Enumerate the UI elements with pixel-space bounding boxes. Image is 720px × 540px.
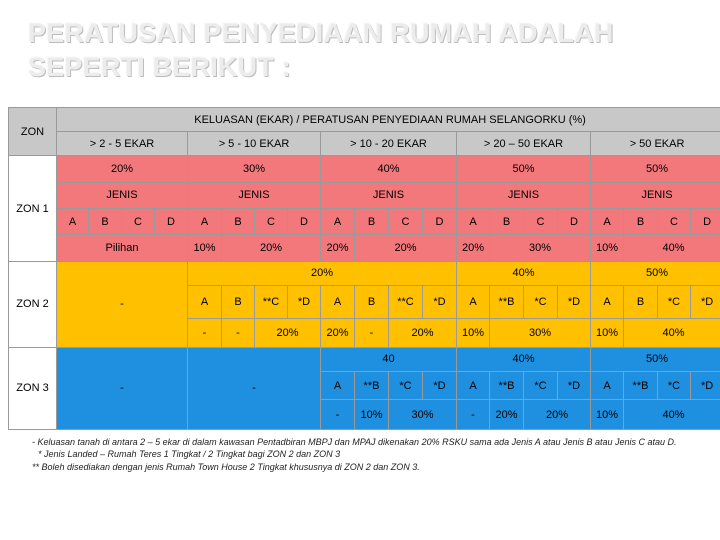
zon1-g4-a: 20% [457, 235, 490, 261]
zon2-g5-val-a: 10% [591, 318, 624, 347]
zon1-jenis-1: JENIS [57, 182, 188, 208]
zon2-g2-type-d: *D [288, 286, 321, 319]
zon1-percent-3: 40% [321, 156, 457, 182]
type-b: B [624, 209, 658, 235]
zon1-g3-bcd: 20% [355, 235, 457, 261]
zon2-g2-val-cd: 20% [255, 318, 321, 347]
zon2-g5-val-bcd: 40% [624, 318, 720, 347]
type-d: D [423, 209, 457, 235]
type-a: A [457, 209, 490, 235]
zon3-g3-val-a: - [321, 400, 355, 430]
zon2-g3-type-b: B [355, 286, 389, 319]
type-c: C [658, 209, 691, 235]
zon3-g5-type-d: *D [691, 371, 720, 400]
page-title: PERATUSAN PENYEDIAAN RUMAH ADALAH SEPERTI BERIKUT : [28, 18, 614, 82]
zon3-g4-val-b: 20% [490, 400, 524, 430]
zon1-jenis-5: JENIS [591, 182, 720, 208]
zon1-percent-1: 20% [57, 156, 188, 182]
zon2-g5-type-a: A [591, 286, 624, 319]
zon1-g5-bcd: 40% [624, 235, 720, 261]
zon3-g5-type-a: A [591, 371, 624, 400]
zon2-g5-type-b: B [624, 286, 658, 319]
zon-1-label: ZON 1 [9, 156, 57, 262]
zon1-g3-a: 20% [321, 235, 355, 261]
zon3-g5-type-c: *C [658, 371, 691, 400]
zon3-g3-type-b: **B [355, 371, 389, 400]
type-b: B [222, 209, 255, 235]
zon2-g2-val-b: - [222, 318, 255, 347]
zon3-g4-val-cd: 20% [524, 400, 591, 430]
zon3-percent-5: 50% [591, 347, 720, 371]
type-d: D [155, 209, 188, 235]
main-header: KELUASAN (EKAR) / PERATUSAN PENYEDIAAN RUMAH SELANGORKU (%) [57, 108, 720, 132]
zon1-percent-2: 30% [188, 156, 321, 182]
zon-header: ZON [9, 108, 57, 156]
zon3-g5-val-bcd: 40% [624, 400, 720, 430]
zon2-g4-val-bcd: 30% [490, 318, 591, 347]
zon2-g4-type-d: *D [558, 286, 591, 319]
zon3-g4-val-a: - [457, 400, 490, 430]
zon1-pilihan: Pilihan [57, 235, 188, 261]
zon-3-label: ZON 3 [9, 347, 57, 429]
range-header-1: > 2 - 5 EKAR [57, 132, 188, 156]
footnote-2: * Jenis Landed – Rumah Teres 1 Tingkat / 2 Tingkat bagi ZON 2 dan ZON 3 [38, 449, 341, 460]
zon1-jenis-4: JENIS [457, 182, 591, 208]
zon1-g4-bcd: 30% [490, 235, 591, 261]
range-header-3: > 10 - 20 EKAR [321, 132, 457, 156]
zon3-g3-type-a: A [321, 371, 355, 400]
zon1-percent-5: 50% [591, 156, 720, 182]
type-c: C [122, 209, 155, 235]
zon2-g4-type-b: **B [490, 286, 524, 319]
zon2-g3-type-d: *D [423, 286, 457, 319]
zon1-percent-4: 50% [457, 156, 591, 182]
zon2-percent-5: 50% [591, 261, 720, 285]
zon2-g3-val-b: - [355, 318, 389, 347]
type-d: D [288, 209, 321, 235]
type-a: A [188, 209, 222, 235]
zon2-g1: - [57, 261, 188, 347]
zon3-percent-4: 40% [457, 347, 591, 371]
type-a: A [321, 209, 355, 235]
zon3-g4-type-a: A [457, 371, 490, 400]
zon3-percent-3: 40 [321, 347, 457, 371]
type-a: A [591, 209, 624, 235]
zon2-g4-type-c: *C [524, 286, 558, 319]
type-b: B [89, 209, 122, 235]
zon3-g2: - [188, 347, 321, 429]
zon3-g4-type-c: *C [524, 371, 558, 400]
zon2-g3-type-c: **C [389, 286, 423, 319]
zon2-g3-val-a: 20% [321, 318, 355, 347]
zon2-g4-val-a: 10% [457, 318, 490, 347]
type-c: C [389, 209, 423, 235]
zon2-g3-val-cd: 20% [389, 318, 457, 347]
zon2-g5-type-c: *C [658, 286, 691, 319]
zon2-g5-type-d: *D [691, 286, 720, 319]
zon3-g5-val-a: 10% [591, 400, 624, 430]
zon2-g2-type-c: **C [255, 286, 288, 319]
zon1-jenis-3: JENIS [321, 182, 457, 208]
range-header-4: > 20 – 50 EKAR [457, 132, 591, 156]
footnote-3: ** Boleh disediakan dengan jenis Rumah Town House 2 Tingkat khususnya di ZON 2 dan ZON 3. [32, 461, 420, 472]
housing-percentage-table [8, 107, 720, 430]
type-d: D [558, 209, 591, 235]
type-b: B [490, 209, 524, 235]
zon2-percent-4: 40% [457, 261, 591, 285]
zon3-g5-type-b: **B [624, 371, 658, 400]
zon1-jenis-2: JENIS [188, 182, 321, 208]
zon1-g5-a: 10% [591, 235, 624, 261]
zon3-g3-type-c: *C [389, 371, 423, 400]
footnote-1: - Keluasan tanah di antara 2 – 5 ekar di dalam kawasan Pentadbiran MBPJ dan MPAJ dikenakan 20% RSKU sama ada Jenis A atau Jenis B atau Jenis C atau D. [32, 437, 677, 447]
type-d: D [691, 209, 720, 235]
zon3-g3-val-b: 10% [355, 400, 389, 430]
range-header-5: > 50 EKAR [591, 132, 720, 156]
type-b: B [355, 209, 389, 235]
zon1-g2-bcd: 20% [222, 235, 321, 261]
zon1-g2-a: 10% [188, 235, 222, 261]
type-c: C [255, 209, 288, 235]
type-c: C [524, 209, 558, 235]
zon3-g3-val-cd: 30% [389, 400, 457, 430]
zon2-g2-type-b: B [222, 286, 255, 319]
zon3-g4-type-d: *D [558, 371, 591, 400]
zon2-g4-type-a: A [457, 286, 490, 319]
zon-2-label: ZON 2 [9, 261, 57, 347]
zon2-g3-type-a: A [321, 286, 355, 319]
footnotes [32, 436, 704, 473]
zon2-g2-val-a: - [188, 318, 222, 347]
zon3-g1: - [57, 347, 188, 429]
zon2-g2-type-a: A [188, 286, 222, 319]
zon2-percent-2-3: 20% [188, 261, 457, 285]
type-a: A [57, 209, 89, 235]
range-header-2: > 5 - 10 EKAR [188, 132, 321, 156]
zon3-g3-type-d: *D [423, 371, 457, 400]
zon3-g4-type-b: **B [490, 371, 524, 400]
